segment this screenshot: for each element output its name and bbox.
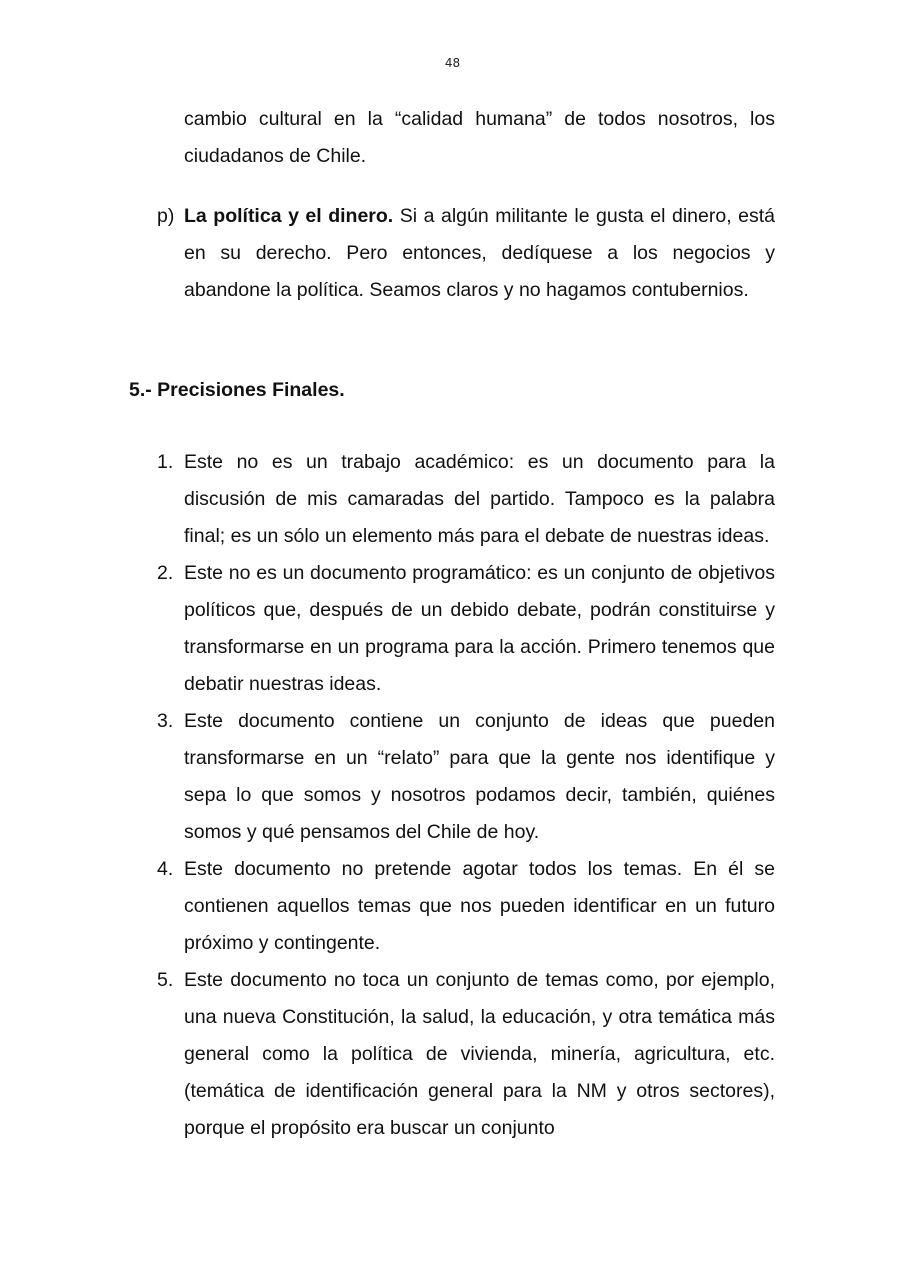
item-text: Si a algún militante le gusta el dinero, está en su derecho. Pero entonces, dedíquese a los negocios y abandone la política. Seamos claros y no hagamos contubernios. xyxy=(184,205,775,301)
list-item-text: Este documento no toca un conjunto de temas como, por ejemplo, una nueva Constitución, la salud, la educación, y otra temática más general como la política de vivienda, minería, agricultura, etc. (temática de identificación general para la NM y otros sectores), porque el propósito era buscar un conjunto xyxy=(184,969,775,1139)
page-number: 48 xyxy=(444,56,461,70)
list-item xyxy=(157,703,775,851)
list-item xyxy=(157,555,775,703)
list-marker: 1. xyxy=(157,451,174,473)
list-item-p xyxy=(157,198,775,309)
list-marker: 5. xyxy=(157,969,174,991)
section-heading: 5.- Precisiones Finales. xyxy=(129,379,345,401)
continuation-paragraph: cambio cultural en la “calidad humana” de todos nosotros, los ciudadanos de Chile. xyxy=(184,108,775,167)
list-marker: p) xyxy=(157,205,175,227)
list-item-text: Este no es un trabajo académico: es un documento para la discusión de mis camaradas del partido. Tampoco es la palabra final; es un sólo un elemento más para el debate de nuestras ideas. xyxy=(184,451,775,547)
list-item-body xyxy=(184,198,775,309)
list-marker: 2. xyxy=(157,562,174,584)
list-item-text: Este documento contiene un conjunto de ideas que pueden transformarse en un “relato” para que la gente nos identifique y sepa lo que somos y nosotros podamos decir, también, quiénes somos y qué pensamos del Chile de hoy. xyxy=(184,710,775,843)
list-marker: 3. xyxy=(157,710,174,732)
list-item xyxy=(157,851,775,962)
list-item-text: Este documento no pretende agotar todos los temas. En él se contienen aquellos temas que nos pueden identificar en un futuro próximo y contingente. xyxy=(184,858,775,954)
item-title: La política y el dinero. xyxy=(184,205,394,227)
list-item xyxy=(157,962,775,1147)
numbered-list xyxy=(157,444,775,1147)
list-marker: 4. xyxy=(157,858,174,880)
list-item xyxy=(157,444,775,555)
list-item-text: Este no es un documento programático: es un conjunto de objetivos políticos que, después de un debido debate, podrán constituirse y transformarse en un programa para la acción. Primero tenemos que debatir nuestras ideas. xyxy=(184,562,775,695)
